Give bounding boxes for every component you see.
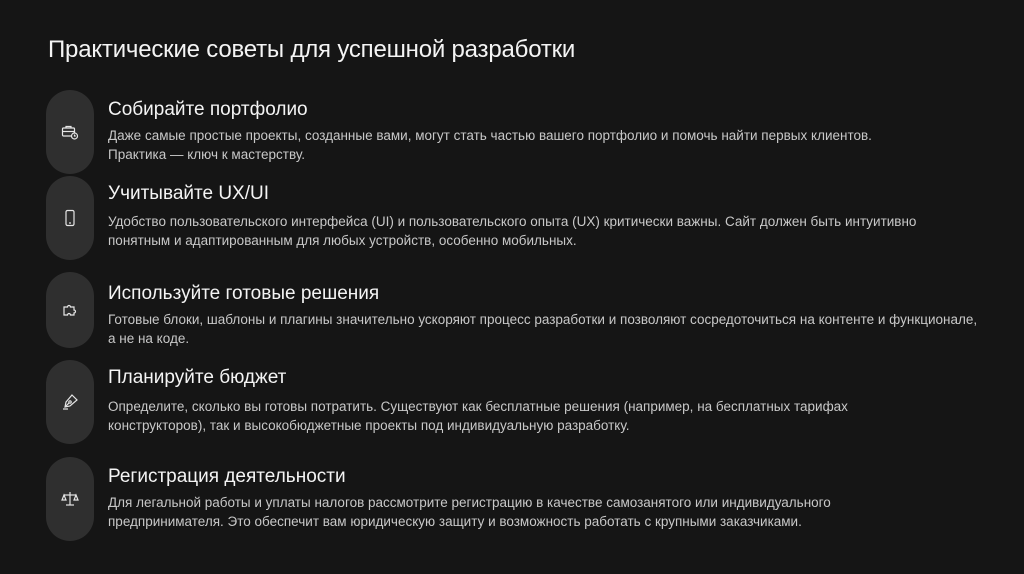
tip-icon-container [46, 457, 94, 541]
tip-description-line: Удобство пользовательского интерфейса (UI) и пользовательского опыта (UX) критически важны. Сайт должен быть интуитивно [108, 214, 917, 229]
tip-description-line: Даже самые простые проекты, созданные вами, могут стать частью вашего портфолио и помочь найти первых клиентов. [108, 128, 872, 143]
tip-title: Регистрация деятельности [108, 466, 346, 487]
tip-description-line: Для легальной работы и уплаты налогов рассмотрите регистрацию в качестве самозанятого или индивидуального [108, 495, 831, 510]
tip-icon-container [46, 360, 94, 444]
tip-description [108, 310, 977, 348]
tip-title: Используйте готовые решения [108, 283, 380, 304]
tip-title: Собирайте портфолио [108, 99, 308, 120]
slide-title: Практические советы для успешной разработки [48, 36, 576, 63]
scales-icon [61, 490, 79, 508]
tip-title: Планируйте бюджет [108, 367, 287, 388]
tip-description-line: Готовые блоки, шаблоны и плагины значительно ускоряют процесс разработки и позволяют сосредоточиться на контенте и функционале, [108, 312, 978, 327]
tip-title: Учитывайте UX/UI [108, 183, 270, 204]
tip-description-line: конструкторов), так и высокобюджетные проекты под индивидуальную разработку. [108, 418, 630, 433]
tip-icon-container [46, 272, 94, 348]
tip-icon-container [46, 90, 94, 174]
mobile-phone-icon [61, 209, 79, 227]
puzzle-piece-icon [61, 301, 79, 319]
pen-nib-icon [61, 393, 79, 411]
tip-description [108, 397, 848, 435]
tip-icon-container [46, 176, 94, 260]
tip-description-line: Определите, сколько вы готовы потратить. Существуют как бесплатные решения (например, на бесплатных тарифах [108, 399, 848, 414]
tip-description-line: а не на коде. [108, 331, 190, 346]
tip-description-line: понятным и адаптированным для любых устройств, особенно мобильных. [108, 233, 577, 248]
tip-description [108, 212, 916, 250]
tip-description [108, 493, 831, 531]
briefcase-clock-icon [61, 123, 79, 141]
tip-description-line: Практика — ключ к мастерству. [108, 147, 305, 162]
tip-description-line: предпринимателя. Это обеспечит вам юридическую защиту и возможность работать с крупными заказчиками. [108, 514, 802, 529]
tip-description [108, 126, 872, 164]
